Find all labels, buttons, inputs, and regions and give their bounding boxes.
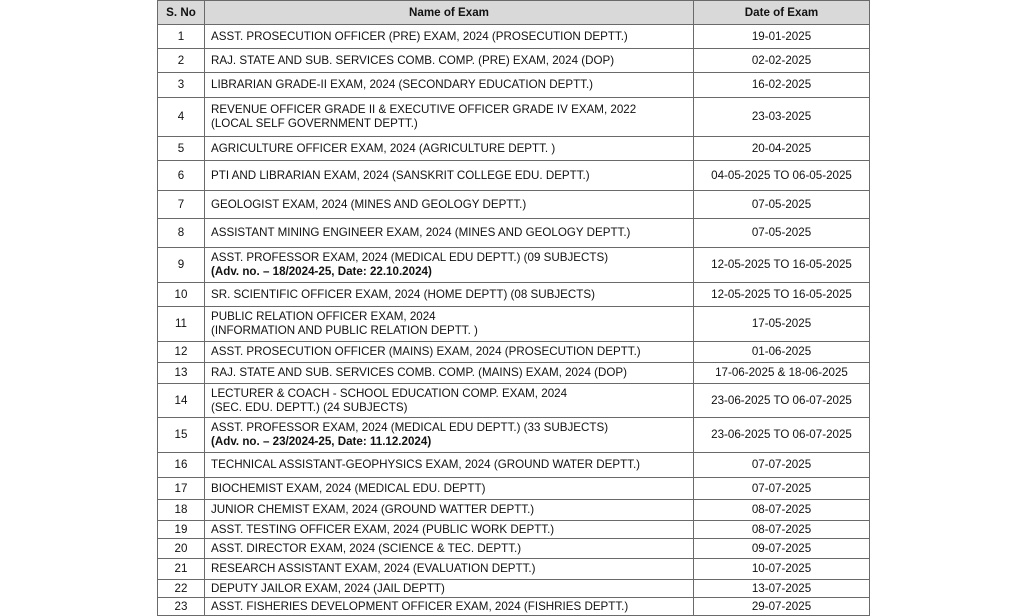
table-row <box>158 73 870 98</box>
exam-date-cell: 17-06-2025 & 18-06-2025 <box>694 363 870 384</box>
exam-name-line: PTI AND LIBRARIAN EXAM, 2024 (SANSKRIT COLLEGE EDU. DEPTT.) <box>211 168 590 182</box>
exam-name-cell <box>205 500 694 521</box>
exam-date-cell: 07-05-2025 <box>694 219 870 248</box>
exam-name-line: DEPUTY JAILOR EXAM, 2024 (JAIL DEPTT) <box>211 581 445 595</box>
exam-name-line: LIBRARIAN GRADE-II EXAM, 2024 (SECONDARY EDUCATION DEPTT.) <box>211 78 594 91</box>
header-name: Name of Exam <box>205 1 694 25</box>
exam-date-cell: 08-07-2025 <box>694 500 870 521</box>
exam-name-line: AGRICULTURE OFFICER EXAM, 2024 (AGRICULTURE DEPTT. ) <box>211 141 556 155</box>
table-row <box>158 521 870 539</box>
exam-name-cell <box>205 418 694 453</box>
exam-date-cell: 07-05-2025 <box>694 191 870 219</box>
exam-schedule-table <box>157 0 870 616</box>
table-row <box>158 418 870 453</box>
exam-name-cell <box>205 307 694 342</box>
exam-name-line: RAJ. STATE AND SUB. SERVICES COMB. COMP. (PRE) EXAM, 2024 (DOP) <box>211 53 615 67</box>
exam-date-cell: 16-02-2025 <box>694 73 870 98</box>
table-row <box>158 500 870 521</box>
serial-number-cell: 16 <box>158 453 205 478</box>
exam-name-cell <box>205 453 694 478</box>
table-row <box>158 453 870 478</box>
exam-date-cell: 29-07-2025 <box>694 598 870 616</box>
serial-number-cell: 5 <box>158 137 205 161</box>
table-row <box>158 478 870 500</box>
exam-date-cell: 19-01-2025 <box>694 25 870 49</box>
serial-number-cell: 20 <box>158 539 205 559</box>
exam-name-cell <box>205 580 694 598</box>
exam-date-cell: 02-02-2025 <box>694 49 870 73</box>
exam-name-cell <box>205 283 694 307</box>
table-row <box>158 363 870 384</box>
exam-date-cell: 12-05-2025 TO 16-05-2025 <box>694 248 870 283</box>
advertisement-note: (Adv. no. – 18/2024-25, Date: 22.10.2024) <box>211 265 432 278</box>
exam-date-cell: 20-04-2025 <box>694 137 870 161</box>
serial-number-cell: 2 <box>158 49 205 73</box>
serial-number-cell: 19 <box>158 521 205 539</box>
exam-name-cell <box>205 342 694 363</box>
serial-number-cell: 22 <box>158 580 205 598</box>
exam-date-cell: 07-07-2025 <box>694 478 870 500</box>
serial-number-cell: 13 <box>158 363 205 384</box>
exam-date-cell: 17-05-2025 <box>694 307 870 342</box>
exam-date-cell: 01-06-2025 <box>694 342 870 363</box>
exam-name-line: RAJ. STATE AND SUB. SERVICES COMB. COMP. (MAINS) EXAM, 2024 (DOP) <box>211 366 627 379</box>
exam-name-line: (INFORMATION AND PUBLIC RELATION DEPTT. ) <box>211 324 478 337</box>
exam-name-cell <box>205 539 694 559</box>
serial-number-cell: 18 <box>158 500 205 521</box>
exam-name-line: ASSISTANT MINING ENGINEER EXAM, 2024 (MINES AND GEOLOGY DEPTT.) <box>211 226 631 239</box>
serial-number-cell: 7 <box>158 191 205 219</box>
serial-number-cell: 15 <box>158 418 205 453</box>
table-row <box>158 98 870 137</box>
exam-name-line: (SEC. EDU. DEPTT.) (24 SUBJECTS) <box>211 400 408 414</box>
exam-name-line: REVENUE OFFICER GRADE II & EXECUTIVE OFFICER GRADE IV EXAM, 2022 <box>211 103 637 116</box>
table-row <box>158 137 870 161</box>
exam-name-cell <box>205 73 694 98</box>
exam-date-cell: 23-06-2025 TO 06-07-2025 <box>694 418 870 453</box>
header-sno: S. No <box>158 1 205 25</box>
exam-date-cell: 04-05-2025 TO 06-05-2025 <box>694 161 870 191</box>
table-row <box>158 219 870 248</box>
serial-number-cell: 12 <box>158 342 205 363</box>
exam-name-cell <box>205 363 694 384</box>
exam-date-cell: 09-07-2025 <box>694 539 870 559</box>
exam-name-cell <box>205 521 694 539</box>
exam-date-cell: 23-06-2025 TO 06-07-2025 <box>694 384 870 418</box>
serial-number-cell: 11 <box>158 307 205 342</box>
table-row <box>158 342 870 363</box>
exam-name-line: ASST. PROFESSOR EXAM, 2024 (MEDICAL EDU DEPTT.) (09 SUBJECTS) <box>211 251 609 264</box>
exam-name-line: (LOCAL SELF GOVERNMENT DEPTT.) <box>211 117 418 130</box>
exam-name-line: ASST. TESTING OFFICER EXAM, 2024 (PUBLIC WORK DEPTT.) <box>211 522 555 536</box>
exam-name-line: SR. SCIENTIFIC OFFICER EXAM, 2024 (HOME DEPTT) (08 SUBJECTS) <box>211 287 595 301</box>
table-row <box>158 248 870 283</box>
exam-date-cell: 08-07-2025 <box>694 521 870 539</box>
exam-name-line: LECTURER & COACH - SCHOOL EDUCATION COMP. EXAM, 2024 <box>211 386 568 400</box>
exam-name-cell <box>205 219 694 248</box>
serial-number-cell: 21 <box>158 559 205 580</box>
exam-name-cell <box>205 161 694 191</box>
exam-name-cell <box>205 598 694 616</box>
table-row <box>158 161 870 191</box>
header-row <box>158 1 870 25</box>
serial-number-cell: 14 <box>158 384 205 418</box>
exam-name-line: GEOLOGIST EXAM, 2024 (MINES AND GEOLOGY DEPTT.) <box>211 197 527 211</box>
table-row <box>158 307 870 342</box>
serial-number-cell: 9 <box>158 248 205 283</box>
exam-date-cell: 23-03-2025 <box>694 98 870 137</box>
exam-name-line: JUNIOR CHEMIST EXAM, 2024 (GROUND WATTER DEPTT.) <box>211 503 535 516</box>
exam-name-line: TECHNICAL ASSISTANT-GEOPHYSICS EXAM, 2024 (GROUND WATER DEPTT.) <box>211 458 641 471</box>
exam-rows <box>158 25 870 616</box>
table-row <box>158 25 870 49</box>
exam-name-line: ASST. PROFESSOR EXAM, 2024 (MEDICAL EDU DEPTT.) (33 SUBJECTS) <box>211 421 609 434</box>
serial-number-cell: 17 <box>158 478 205 500</box>
exam-name-line: ASST. PROSECUTION OFFICER (PRE) EXAM, 2024 (PROSECUTION DEPTT.) <box>211 29 628 43</box>
exam-name-line: PUBLIC RELATION OFFICER EXAM, 2024 <box>211 310 436 323</box>
table-row <box>158 191 870 219</box>
header-date: Date of Exam <box>694 1 870 25</box>
exam-name-line: ASST. FISHERIES DEVELOPMENT OFFICER EXAM, 2024 (FISHRIES DEPTT.) <box>211 599 629 613</box>
serial-number-cell: 10 <box>158 283 205 307</box>
exam-date-cell: 07-07-2025 <box>694 453 870 478</box>
table-row <box>158 580 870 598</box>
exam-date-cell: 10-07-2025 <box>694 559 870 580</box>
serial-number-cell: 4 <box>158 98 205 137</box>
table-row <box>158 283 870 307</box>
exam-name-line: BIOCHEMIST EXAM, 2024 (MEDICAL EDU. DEPTT) <box>211 481 486 495</box>
exam-name-cell <box>205 248 694 283</box>
table-row <box>158 539 870 559</box>
exam-name-cell <box>205 478 694 500</box>
serial-number-cell: 8 <box>158 219 205 248</box>
exam-name-line: ASST. DIRECTOR EXAM, 2024 (SCIENCE & TEC. DEPTT.) <box>211 541 522 555</box>
exam-name-cell <box>205 98 694 137</box>
exam-name-cell <box>205 191 694 219</box>
exam-date-cell: 13-07-2025 <box>694 580 870 598</box>
exam-name-cell <box>205 49 694 73</box>
advertisement-note: (Adv. no. – 23/2024-25, Date: 11.12.2024) <box>211 435 432 448</box>
exam-name-cell <box>205 137 694 161</box>
exam-name-cell <box>205 25 694 49</box>
table-row <box>158 49 870 73</box>
table-row <box>158 559 870 580</box>
exam-name-line: RESEARCH ASSISTANT EXAM, 2024 (EVALUATION DEPTT.) <box>211 562 536 575</box>
exam-name-cell <box>205 384 694 418</box>
serial-number-cell: 23 <box>158 598 205 616</box>
table-row <box>158 598 870 616</box>
serial-number-cell: 3 <box>158 73 205 98</box>
serial-number-cell: 6 <box>158 161 205 191</box>
exam-date-cell: 12-05-2025 TO 16-05-2025 <box>694 283 870 307</box>
exam-name-line: ASST. PROSECUTION OFFICER (MAINS) EXAM, 2024 (PROSECUTION DEPTT.) <box>211 345 641 358</box>
serial-number-cell: 1 <box>158 25 205 49</box>
exam-name-cell <box>205 559 694 580</box>
table-row <box>158 384 870 418</box>
